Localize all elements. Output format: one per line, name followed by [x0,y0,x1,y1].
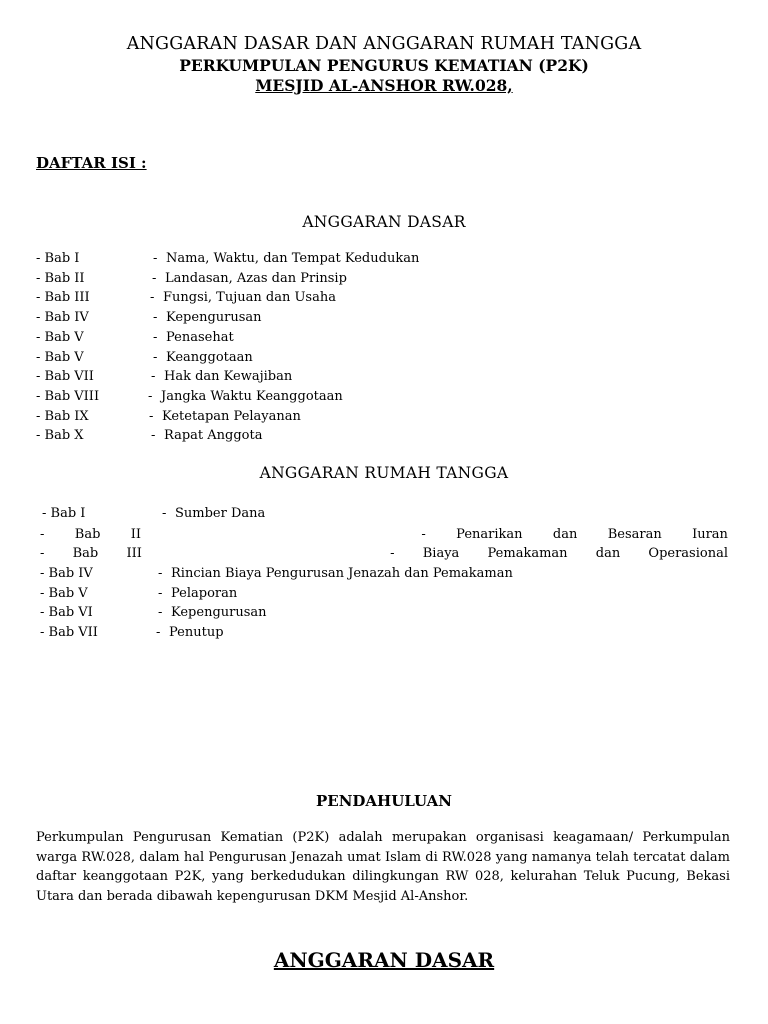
document-subtitle-location: MESJID AL-ANSHOR RW.028, [255,76,513,95]
list-item [40,584,640,603]
pendahuluan-paragraph: Perkumpulan Pengurusan Kematian (P2K) adalah merupakan organisasi keagamaan/ Perkumpulan warga RW.028, dalam hal Pengurusan Jenazah umat Islam di RW.028 yang namanya telah tercatat dalam daftar keanggotaan P2K, yang berkedudukan dilingkungan RW 028, kelurahan Teluk Pucung, Bekasi Utara dan berada dibawah kepengurusan DKM Mesjid Al-Anshor. [36,830,730,904]
list-item [36,249,536,268]
list-item [36,308,536,327]
bab-label: - Bab IV [36,310,89,326]
justified-word: Bab [74,527,101,542]
justified-word: - [390,546,395,561]
bab-label: - Bab V [36,329,84,345]
bab-label: - Bab VII [40,625,98,641]
dash-separator: - [153,310,158,326]
dash-separator: - [158,605,163,621]
anggaran-rumah-tangga-heading: ANGGARAN RUMAH TANGGA [259,464,509,482]
justified-word: - [40,527,45,542]
justified-word: Pemakaman [487,546,568,561]
list-item [40,603,640,622]
dash-separator: - [153,349,158,365]
dash-separator: - [162,506,167,521]
bab-title: Hak dan Kewajiban [164,369,293,385]
bab-title: Landasan, Azas dan Prinsip [165,270,347,286]
justified-word: Iuran [692,527,728,542]
justified-word: Besaran [607,527,662,542]
bab-label: - Bab I [42,506,86,521]
pendahuluan-heading: PENDAHULUAN [315,792,453,810]
bab-title: Penutup [169,625,224,641]
justified-word: - [40,546,45,561]
dash-separator: - [158,566,163,581]
bab-label: - Bab V [40,585,88,601]
bab-title: Jangka Waktu Keanggotaan [161,388,343,404]
list-item [36,387,536,406]
list-item [36,328,536,347]
bab-title: Rincian Biaya Pengurusan Jenazah dan Pemakaman [171,566,513,581]
list-item [36,288,536,307]
bab-title: Rapat Anggota [164,428,263,444]
bab-label: - Bab VI [40,605,93,621]
bab-label: - Bab III [36,290,90,306]
dash-separator: - [149,408,154,424]
justified-word: Penarikan [456,527,523,542]
bab-title: Kepengurusan [171,605,267,621]
list-item [36,367,536,386]
bab-title: Penasehat [166,329,234,345]
justified-word: dan [595,546,621,561]
list-item [42,504,442,523]
bab-label: - Bab I [36,251,80,266]
dash-separator: - [158,585,163,601]
list-item [40,544,728,563]
dash-separator: - [152,270,157,286]
bab-label: - Bab IX [36,408,89,424]
bab-label: - Bab VII [36,369,94,385]
bab-label: - Bab VIII [36,388,100,404]
dash-separator: - [150,290,155,306]
list-item [40,564,640,583]
justified-word: Operasional [648,546,728,561]
dash-separator: - [153,329,158,345]
bab-title: Keanggotaan [166,349,253,365]
list-item [40,525,728,544]
bab-label: - Bab X [36,428,84,444]
dash-separator: - [151,369,156,385]
bab-title: Pelaporan [171,585,238,601]
bab-label: - Bab IV [40,566,93,581]
bab-label: - Bab II [36,270,85,286]
bab-title: Kepengurusan [166,310,262,326]
justified-word: II [130,527,142,542]
anggaran-dasar-section-title: ANGGARAN DASAR [273,948,495,972]
bab-title: Ketetapan Pelayanan [162,408,301,424]
dash-separator: - [156,625,161,641]
justified-word: dan [552,527,578,542]
dash-separator: - [148,388,153,404]
bab-title: Fungsi, Tujuan dan Usaha [163,290,336,306]
table-of-contents-heading: DAFTAR ISI : [36,154,147,172]
bab-label: - Bab V [36,349,84,365]
justified-word: III [126,546,142,561]
list-item [36,269,536,288]
list-item [40,623,640,642]
bab-title: Nama, Waktu, dan Tempat Kedudukan [166,251,420,266]
bab-title: Sumber Dana [175,506,266,521]
dash-separator: - [153,251,158,266]
list-item [36,348,536,367]
dash-separator: - [151,428,156,444]
justified-word: Bab [72,546,99,561]
justified-word: - [421,527,426,542]
document-subtitle: PERKUMPULAN PENGURUS KEMATIAN (P2K) [179,56,589,75]
justified-word: Biaya [422,546,460,561]
anggaran-dasar-heading: ANGGARAN DASAR [302,213,466,231]
document-title: ANGGARAN DASAR DAN ANGGARAN RUMAH TANGGA [126,34,642,54]
list-item [36,407,536,426]
list-item [36,426,536,445]
